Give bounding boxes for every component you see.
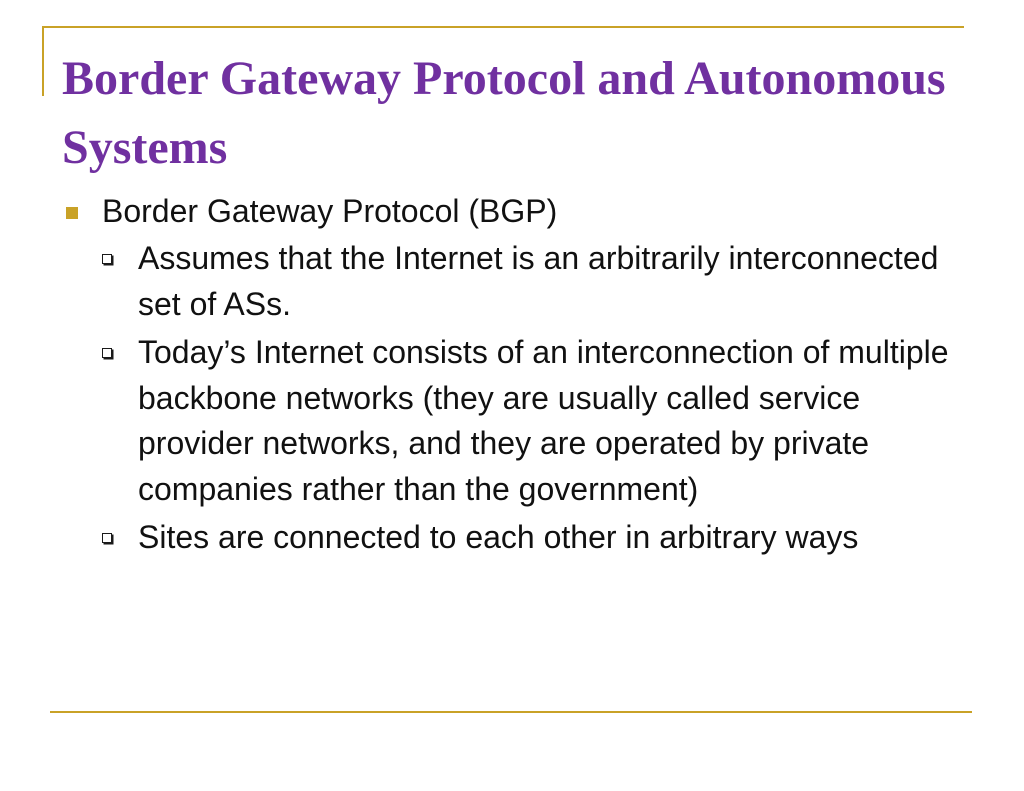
slide-body [60,190,970,564]
hollow-square-bullet-icon [102,348,112,358]
sub-bullet-item [60,515,970,561]
hollow-square-bullet-icon [102,254,112,264]
bullet-bgp [60,190,970,233]
top-divider [42,26,964,28]
sub-bullet-text: Assumes that the Internet is an arbitrarily interconnected set of ASs. [138,240,939,322]
hollow-square-bullet-icon [102,533,112,543]
sub-bullet-text: Today’s Internet consists of an interconnection of multiple backbone networks (they are usually called service provider networks, and they are operated by private companies rather than the government) [138,334,949,507]
sub-bullet-item [60,236,970,327]
filled-square-bullet-icon [66,207,78,219]
sub-bullet-text: Sites are connected to each other in arbitrary ways [138,519,859,555]
sub-bullet-list [60,236,970,561]
bullet-text: Border Gateway Protocol (BGP) [102,193,558,229]
slide-title: Border Gateway Protocol and Autonomous Systems [62,52,946,174]
left-accent-rule [42,26,44,96]
sub-bullet-item [60,330,970,512]
bottom-divider [50,711,972,713]
